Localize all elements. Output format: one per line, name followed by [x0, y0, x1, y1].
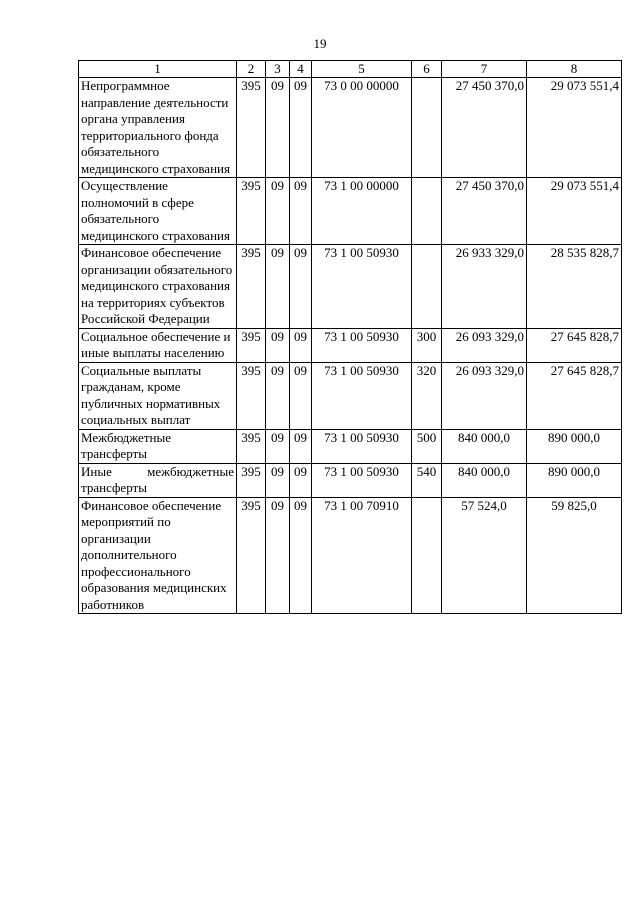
expense-type-cell — [412, 245, 442, 329]
target-article-cell: 73 1 00 50930 — [312, 245, 412, 329]
expense-type-cell — [412, 178, 442, 245]
table-row — [79, 78, 622, 178]
amount-year1-cell: 27 450 370,0 — [442, 78, 527, 178]
row-name-cell: Финансовое обеспечение организации обязательного медицинского страхования на территориях субъектов Российской Федерации — [79, 245, 237, 329]
amount-year1-cell: 26 933 329,0 — [442, 245, 527, 329]
amount-year2-cell: 29 073 551,4 — [527, 178, 622, 245]
table-row — [79, 497, 622, 614]
section-cell: 09 — [266, 362, 290, 429]
expense-type-cell: 300 — [412, 328, 442, 362]
target-article-cell: 73 1 00 70910 — [312, 497, 412, 614]
row-name-cell: Иные межбюджетные трансферты — [79, 463, 237, 497]
grbs-cell: 395 — [237, 429, 266, 463]
grbs-cell: 395 — [237, 178, 266, 245]
table-row — [79, 178, 622, 245]
row-name-cell: Финансовое обеспечение мероприятий по организации дополнительного профессионального образования медицинских работников — [79, 497, 237, 614]
grbs-cell: 395 — [237, 362, 266, 429]
target-article-cell: 73 0 00 00000 — [312, 78, 412, 178]
section-cell: 09 — [266, 178, 290, 245]
target-article-cell: 73 1 00 50930 — [312, 463, 412, 497]
header-cell: 1 — [79, 61, 237, 78]
row-name-cell: Непрограммное направление деятельности органа управления территориального фонда обязательного медицинского страхования — [79, 78, 237, 178]
amount-year2-cell: 27 645 828,7 — [527, 362, 622, 429]
subsection-cell: 09 — [290, 362, 312, 429]
budget-table — [78, 60, 622, 614]
header-cell: 2 — [237, 61, 266, 78]
amount-year2-cell: 59 825,0 — [527, 497, 622, 614]
amount-year2-cell: 890 000,0 — [527, 463, 622, 497]
expense-type-cell — [412, 497, 442, 614]
subsection-cell: 09 — [290, 497, 312, 614]
section-cell: 09 — [266, 78, 290, 178]
subsection-cell: 09 — [290, 328, 312, 362]
target-article-cell: 73 1 00 50930 — [312, 362, 412, 429]
row-name-cell: Межбюджетные трансферты — [79, 429, 237, 463]
grbs-cell: 395 — [237, 78, 266, 178]
amount-year1-cell: 26 093 329,0 — [442, 362, 527, 429]
expense-type-cell: 320 — [412, 362, 442, 429]
row-name-cell: Осуществление полномочий в сфере обязательного медицинского страхования — [79, 178, 237, 245]
header-cell: 5 — [312, 61, 412, 78]
expense-type-cell: 540 — [412, 463, 442, 497]
amount-year2-cell: 29 073 551,4 — [527, 78, 622, 178]
table-row — [79, 429, 622, 463]
amount-year2-cell: 27 645 828,7 — [527, 328, 622, 362]
expense-type-cell — [412, 78, 442, 178]
grbs-cell: 395 — [237, 328, 266, 362]
amount-year2-cell: 890 000,0 — [527, 429, 622, 463]
header-cell: 7 — [442, 61, 527, 78]
grbs-cell: 395 — [237, 497, 266, 614]
page-number: 19 — [313, 36, 327, 51]
subsection-cell: 09 — [290, 178, 312, 245]
table-row — [79, 245, 622, 329]
row-name-cell: Социальные выплаты гражданам, кроме публичных нормативных социальных выплат — [79, 362, 237, 429]
table-row — [79, 328, 622, 362]
grbs-cell: 395 — [237, 463, 266, 497]
table-header-row — [79, 61, 622, 78]
target-article-cell: 73 1 00 50930 — [312, 429, 412, 463]
amount-year1-cell: 26 093 329,0 — [442, 328, 527, 362]
target-article-cell: 73 1 00 00000 — [312, 178, 412, 245]
target-article-cell: 73 1 00 50930 — [312, 328, 412, 362]
subsection-cell: 09 — [290, 429, 312, 463]
table-row — [79, 362, 622, 429]
section-cell: 09 — [266, 463, 290, 497]
section-cell: 09 — [266, 429, 290, 463]
subsection-cell: 09 — [290, 245, 312, 329]
expense-type-cell: 500 — [412, 429, 442, 463]
amount-year2-cell: 28 535 828,7 — [527, 245, 622, 329]
header-cell: 8 — [527, 61, 622, 78]
amount-year1-cell: 840 000,0 — [442, 463, 527, 497]
subsection-cell: 09 — [290, 463, 312, 497]
row-name-cell: Социальное обеспечение и иные выплаты населению — [79, 328, 237, 362]
header-cell: 6 — [412, 61, 442, 78]
section-cell: 09 — [266, 497, 290, 614]
header-cell: 3 — [266, 61, 290, 78]
grbs-cell: 395 — [237, 245, 266, 329]
amount-year1-cell: 27 450 370,0 — [442, 178, 527, 245]
section-cell: 09 — [266, 328, 290, 362]
table-row — [79, 463, 622, 497]
amount-year1-cell: 840 000,0 — [442, 429, 527, 463]
amount-year1-cell: 57 524,0 — [442, 497, 527, 614]
header-cell: 4 — [290, 61, 312, 78]
subsection-cell: 09 — [290, 78, 312, 178]
section-cell: 09 — [266, 245, 290, 329]
